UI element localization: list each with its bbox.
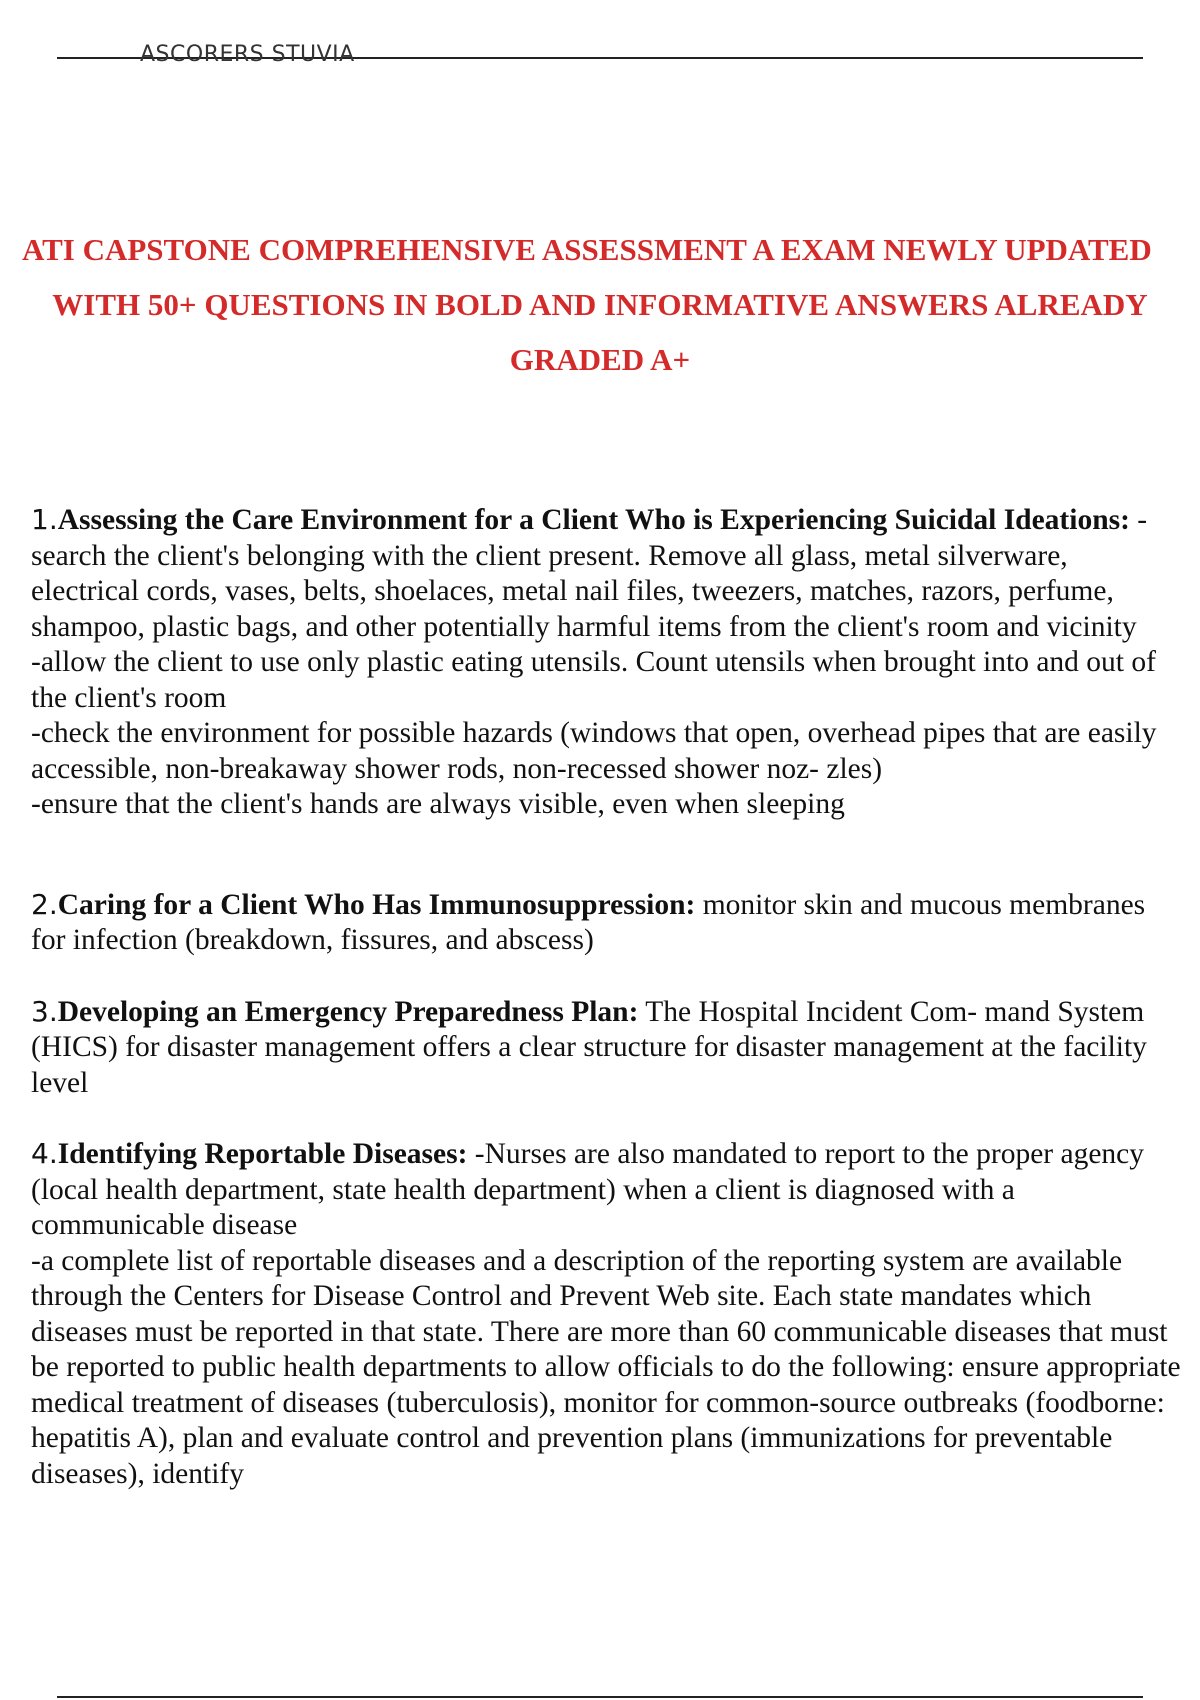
item-question: Identifying Reportable Diseases: [57,1138,468,1170]
item-answer: -search the client's belonging with the client present. Remove all glass, metal silverware, electrical cords, vases, belts, shoelaces, metal nail files, tweezers, matches, razors, perfume, shampoo, plastic bags, and other potentially harmful items from the client's room and vicinity -allow the client to use only plastic eating utensils. Count utensils when brought into and out of the client's room -check the environment for possible hazards (windows that open, overhead pipes that are easily accessible, non-breakaway shower rods, non-recessed shower noz- zles) -ensure that the client's hands are always visible, even when sleeping [31,504,1157,820]
title-line-1: ATI CAPSTONE COMPREHENSIVE ASSESSMENT A EXAM NEWLY UPDATED [22,232,1152,267]
item-answer: -Nurses are also mandated to report to the proper agency (local health department, state health department) when a client is diagnosed with a communicable disease -a complete list of reportable diseases and a description of the reporting system are available through the Centers for Disease Control and Prevent Web site. Each state mandates which diseases must be reported in that state. There are more than 60 communicable diseases that must be reported to public health departments to allow officials to do the following: ensure appropriate medical treatment of diseases (tuberculosis), monitor for common-source outbreaks (foodborne: hepatitis A), plan and evaluate control and prevention plans (immunizations for preventable diseases), identify [31,1138,1181,1490]
document-title [0,222,1200,387]
title-line-3: GRADED A+ [509,342,691,377]
header-watermark: ASCORERS STUVIA [140,42,355,67]
item-number: 1. [31,503,58,536]
item-question: Assessing the Care Environment for a Client Who is Experiencing Suicidal Ideations: [57,504,1130,536]
item-number: 2. [31,887,58,921]
item-number: 4. [31,1137,58,1170]
item-answer: monitor skin and mucous membranes for infection (breakdown, fissures, and abscess) [31,888,1153,956]
title-line-2: WITH 50+ QUESTIONS IN BOLD AND INFORMATIVE ANSWERS ALREADY [52,287,1148,322]
question-item-3 [31,994,1181,1102]
question-list [31,502,1181,1492]
question-item-4 [31,1136,1181,1492]
item-question: Developing an Emergency Preparedness Plan: [57,995,639,1028]
question-item-1 [31,502,1181,823]
item-number: 3. [31,994,58,1028]
footer-rule [57,1696,1143,1698]
item-answer: The Hospital Incident Com- mand System (HICS) for disaster management offers a clear structure for disaster management at the facility level [31,995,1155,1099]
item-question: Caring for a Client Who Has Immunosuppression: [57,888,696,921]
question-item-2 [31,887,1181,959]
